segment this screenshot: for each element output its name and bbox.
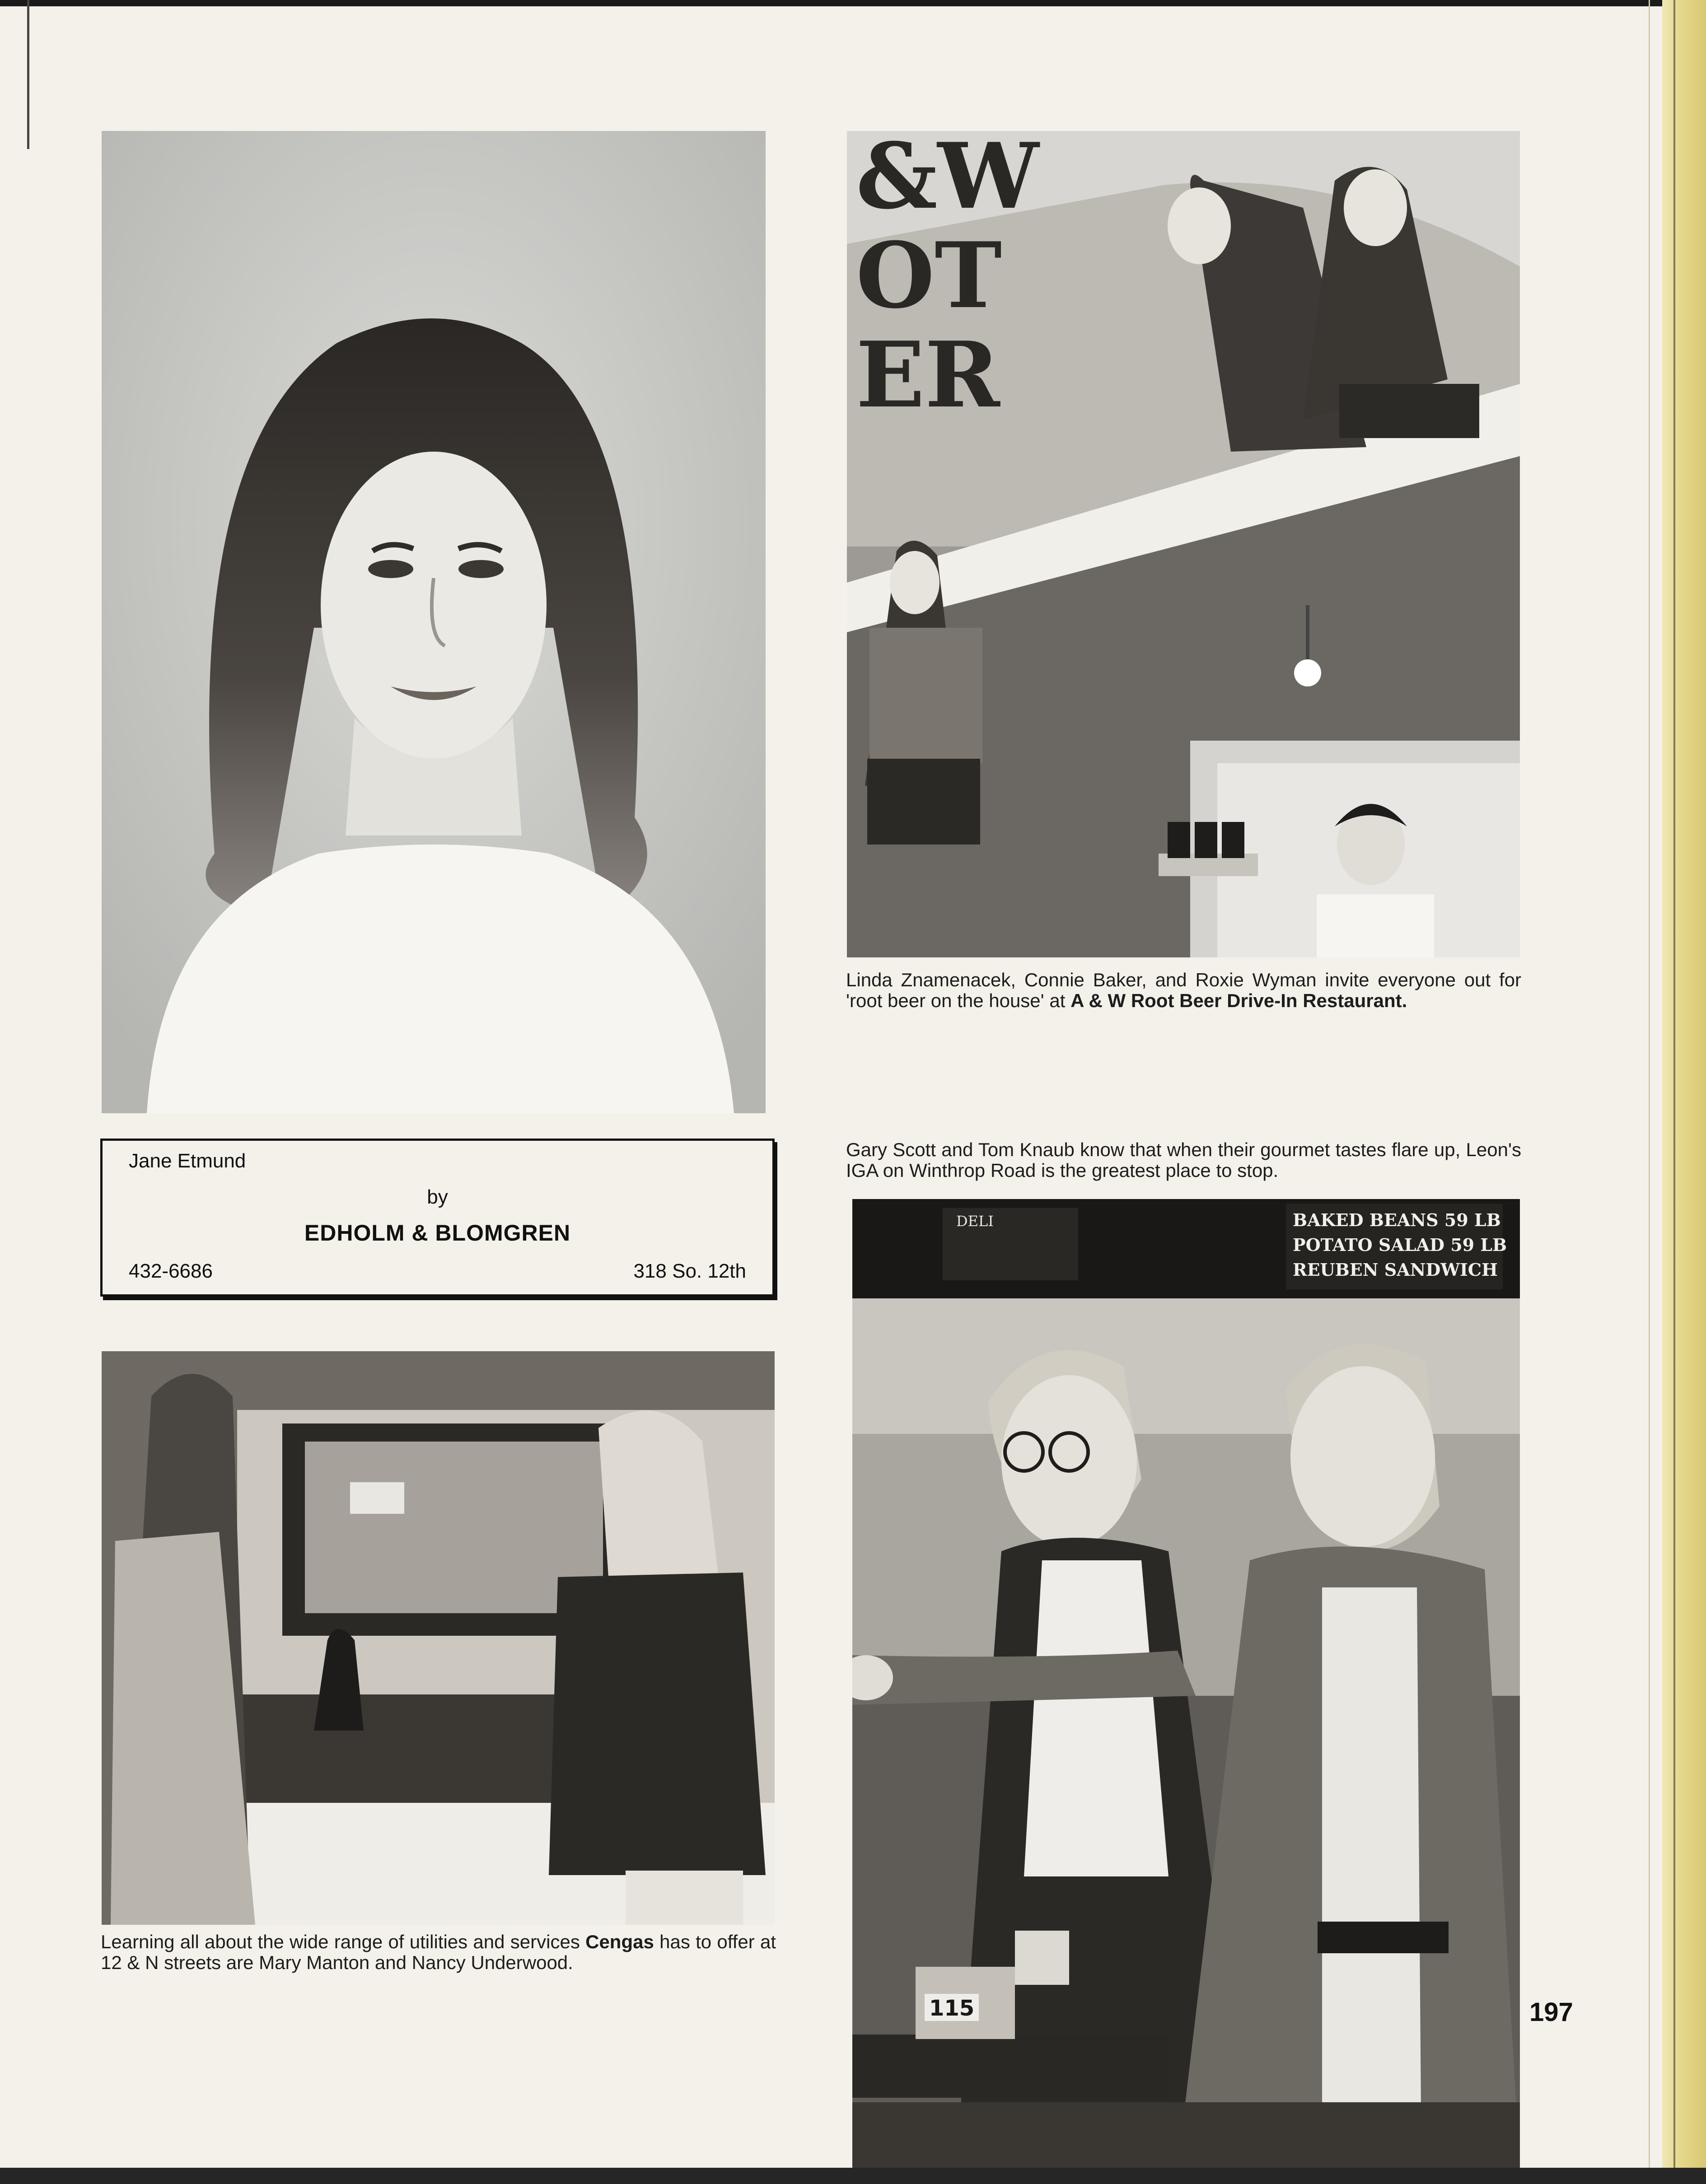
- binding-mark: [27, 0, 29, 149]
- top-edge: [0, 0, 1706, 6]
- spine-line: [1673, 0, 1675, 2184]
- cengas-caption-before: Learning all about the wide range of utilities and services: [101, 1931, 586, 1952]
- studio-address: 318 So. 12th: [633, 1260, 746, 1282]
- iga-caption: [846, 1139, 1521, 1181]
- aw-caption-text: Linda Znamenacek, Connie Baker, and Roxie Wyman invite everyone out for 'root beer on the house' at: [846, 969, 1521, 1011]
- iga-caption-text: Gary Scott and Tom Knaub know that when their gourmet tastes flare up, Leon's IGA on Winthrop Road is the greatest place to stop.: [846, 1139, 1521, 1181]
- cengas-caption-after: has to offer at 12 & N streets are Mary Manton and Nancy Underwood.: [101, 1931, 776, 1973]
- aw-caption: [846, 970, 1521, 1011]
- menu-line-1: BAKED BEANS 59 LB: [1293, 1210, 1501, 1230]
- portrait-credit-box: [100, 1139, 775, 1297]
- cengas-caption-bold: Cengas: [585, 1931, 654, 1952]
- aw-sign-3: ER: [856, 322, 1000, 428]
- aw-caption-bold: A & W Root Beer Drive-In Restaurant.: [1070, 990, 1407, 1011]
- menu-line-2: POTATO SALAD 59 LB: [1293, 1235, 1507, 1255]
- aw-drive-in-photo: [847, 131, 1520, 957]
- menu-line-3: REUBEN SANDWICH: [1293, 1260, 1498, 1280]
- page-number: 197: [1529, 1997, 1573, 2027]
- cengas-caption: [101, 1932, 776, 1973]
- studio-phone: 432-6686: [129, 1260, 213, 1282]
- portrait-subject-name: Jane Etmund: [129, 1150, 246, 1172]
- portrait-photo: [102, 131, 766, 1113]
- book-spine: [1662, 0, 1706, 2184]
- aw-sign-2: OT: [856, 223, 1002, 329]
- portrait-by-label: by: [427, 1186, 448, 1208]
- page-edge-line: [1649, 0, 1650, 2184]
- price-tag: 115: [929, 1996, 975, 2021]
- iga-store-photo: [852, 1199, 1520, 2168]
- bottom-edge: [0, 2168, 1706, 2184]
- cengas-photo: [102, 1351, 775, 1925]
- deli-sign: DELI: [956, 1213, 994, 1230]
- aw-sign-1: &W: [856, 131, 1039, 229]
- studio-name: EDHOLM & BLOMGREN: [304, 1220, 571, 1246]
